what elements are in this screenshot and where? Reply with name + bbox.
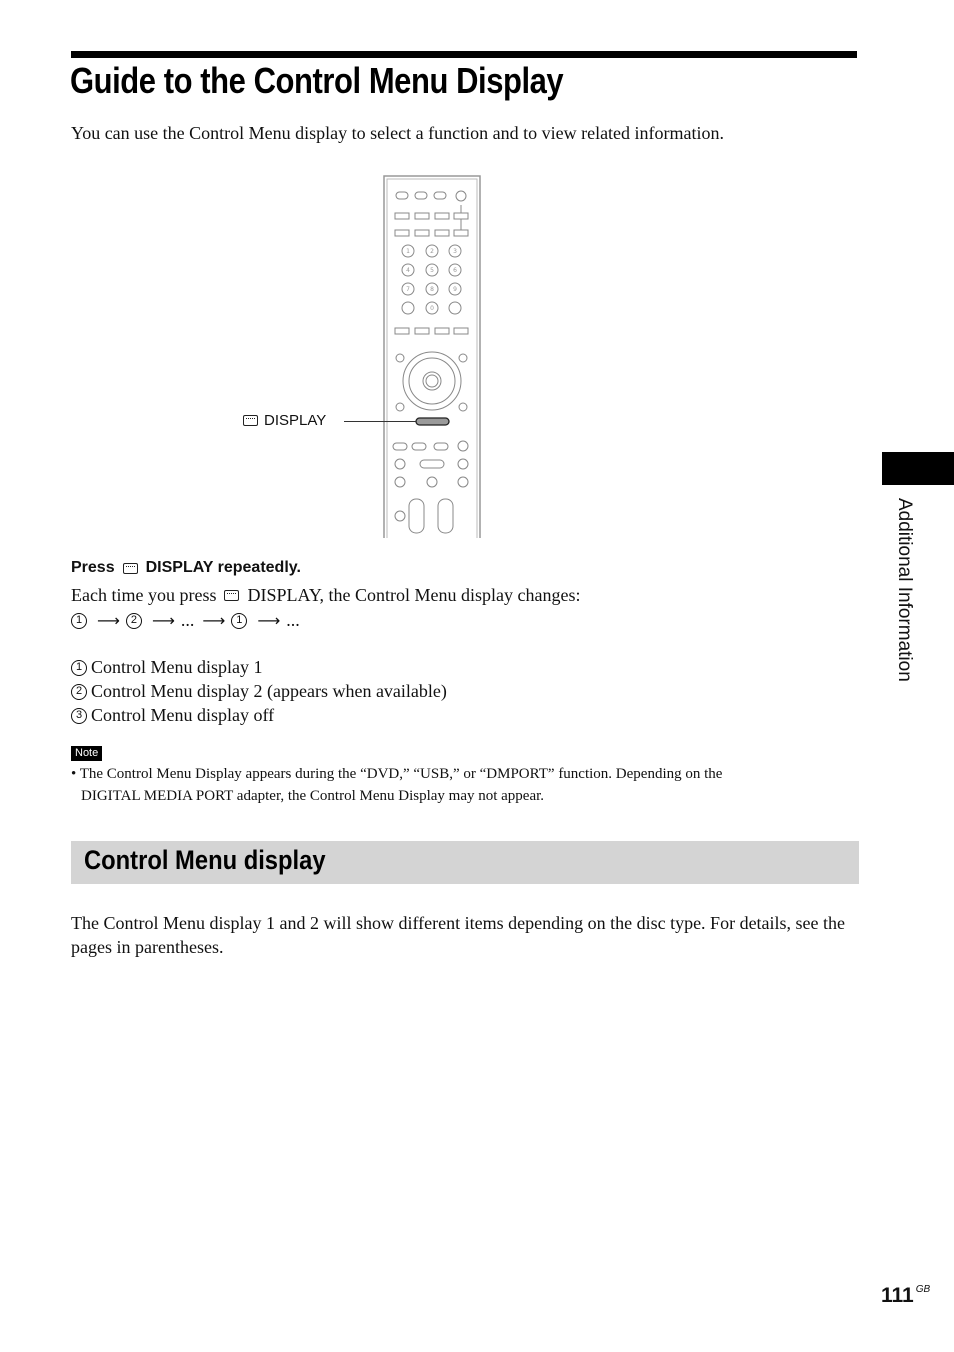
sequence-circle-1: 1 [71, 613, 87, 629]
sequence-circle-1: 1 [231, 613, 247, 629]
display-callout [243, 412, 326, 429]
svg-text:4: 4 [406, 267, 410, 274]
arrow-right-icon: ⟶ [151, 611, 175, 630]
arrow-right-icon: ⟶ [97, 611, 120, 630]
note-line-1: • The Control Menu Display appears during the “DVD,” “USB,” or “DMPORT” function. Depending on the [71, 766, 723, 782]
step-line-end: DISPLAY, the Control Menu display changes: [247, 585, 581, 605]
svg-text:3: 3 [453, 248, 457, 255]
svg-text:6: 6 [453, 267, 457, 274]
display-button-icon [243, 415, 258, 426]
list-item [71, 705, 274, 726]
callout-line [344, 421, 416, 422]
note-badge: Note [71, 746, 102, 761]
sequence-circle-2: 2 [126, 613, 142, 629]
svg-text:0: 0 [430, 305, 434, 312]
step-sequence [71, 610, 302, 631]
step-action-label: DISPLAY repeatedly. [145, 559, 301, 576]
section-paragraph: The Control Menu display 1 and 2 will show different items depending on the disc type. For details, see the pages in parentheses. [71, 913, 846, 957]
sequence-ellipsis: ... [180, 610, 195, 630]
step-press-label: Press [71, 559, 115, 576]
svg-text:1: 1 [406, 248, 410, 255]
page-title: Guide to the Control Menu Display [70, 60, 564, 101]
page-number-suffix: GB [915, 1284, 931, 1295]
section-header [71, 841, 859, 884]
step-heading [71, 559, 301, 577]
note-line-2: DIGITAL MEDIA PORT adapter, the Control Menu Display may not appear. [81, 788, 545, 804]
svg-text:7: 7 [406, 286, 410, 293]
sequence-ellipsis: ... [286, 610, 300, 630]
step-line-start: Each time you press [71, 585, 217, 605]
display-callout-label: DISPLAY [264, 412, 327, 429]
svg-text:2: 2 [430, 248, 434, 255]
page-number-value: 111 [881, 1284, 914, 1307]
page-number [881, 1284, 930, 1308]
chapter-tab-label: Additional Information [894, 498, 915, 682]
section-title: Control Menu display [84, 845, 326, 875]
list-item [71, 681, 447, 702]
display-button-icon [224, 590, 239, 601]
svg-text:9: 9 [453, 286, 457, 293]
display-button-icon [123, 563, 138, 574]
chapter-tab-marker [882, 452, 954, 485]
arrow-right-icon: ⟶ [257, 611, 281, 630]
list-item-text: Control Menu display 2 (appears when available) [91, 681, 447, 701]
arrow-right-icon: ⟶ [202, 611, 226, 630]
intro-text: You can use the Control Menu display to select a function and to view related information. [71, 123, 725, 143]
svg-text:8: 8 [430, 286, 434, 293]
list-number: 1 [71, 660, 87, 676]
remote-control-illustration [380, 172, 484, 540]
list-number: 2 [71, 684, 87, 700]
title-rule [71, 51, 857, 58]
list-number: 3 [71, 708, 87, 724]
svg-text:5: 5 [430, 267, 434, 274]
list-item-text: Control Menu display off [91, 705, 275, 725]
list-item [71, 657, 263, 678]
list-item-text: Control Menu display 1 [91, 657, 263, 677]
step-description [71, 585, 580, 606]
note-text [71, 763, 831, 807]
